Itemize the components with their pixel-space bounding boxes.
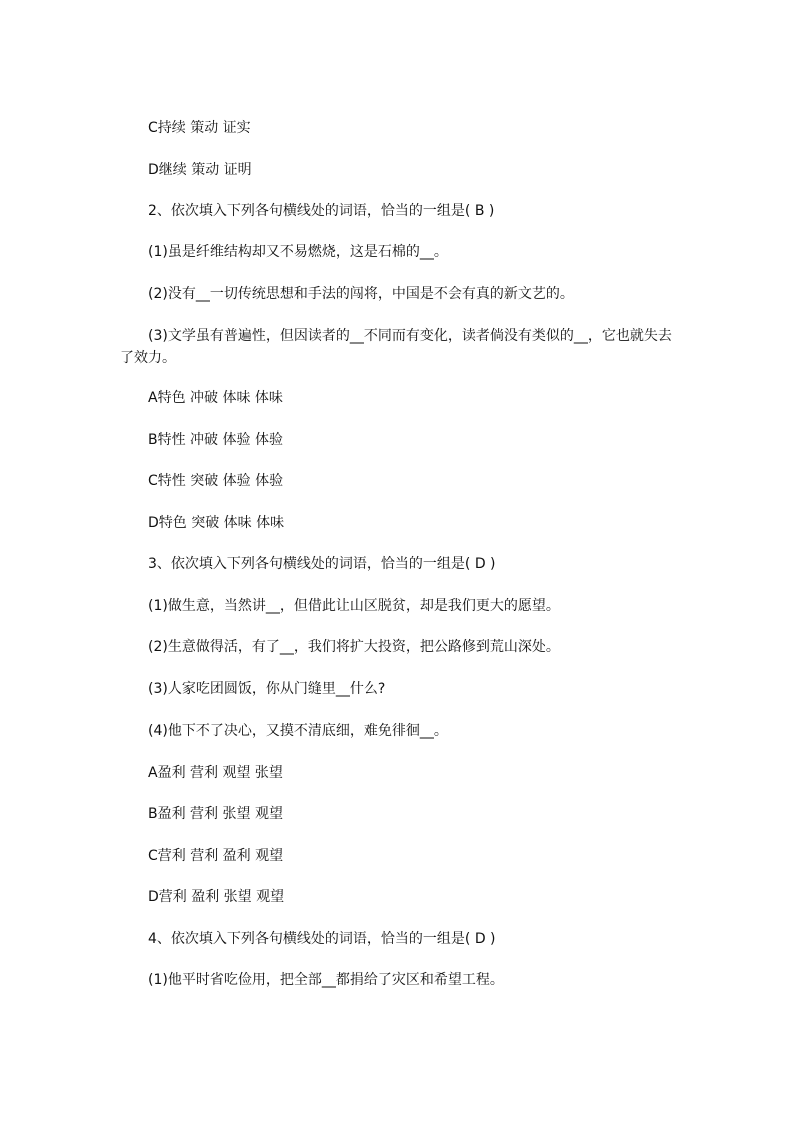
q3-sentence-2: (2)生意做得活，有了__，我们将扩大投资，把公路修到荒山深处。 <box>148 639 560 655</box>
question-4-title: 4、依次填入下列各句横线处的词语，恰当的一组是( D ) <box>148 931 496 947</box>
q3-sentence-1: (1)做生意，当然讲__，但借此让山区脱贫，却是我们更大的愿望。 <box>148 598 560 614</box>
q3-option-b: B盈利 营利 张望 观望 <box>148 806 283 822</box>
q2-option-d: D特色 突破 体味 体味 <box>148 515 285 531</box>
question-2-title: 2、依次填入下列各句横线处的词语，恰当的一组是( B ) <box>148 203 495 219</box>
q2-option-a: A特色 冲破 体味 体味 <box>148 390 283 406</box>
q3-option-c: C营利 营利 盈利 观望 <box>148 848 284 864</box>
q4-sentence-1: (1)他平时省吃俭用，把全部__都捐给了灾区和希望工程。 <box>148 972 504 988</box>
q2-sentence-1: (1)虽是纤维结构却又不易燃烧，这是石棉的__。 <box>148 244 448 260</box>
question-3-title: 3、依次填入下列各句横线处的词语，恰当的一组是( D ) <box>148 556 496 572</box>
option-d-line: D继续 策动 证明 <box>148 162 252 178</box>
q3-sentence-4: (4)他下不了决心，又摸不清底细，难免徘徊__。 <box>148 723 448 739</box>
q3-option-a: A盈利 营利 观望 张望 <box>148 765 283 781</box>
q2-sentence-3: (3)文学虽有普遍性，但因读者的__不同而有变化，读者倘没有类似的__，它也就失去了效力。 <box>120 328 672 366</box>
q2-option-b: B特性 冲破 体验 体验 <box>148 432 283 448</box>
q2-sentence-2: (2)没有__一切传统思想和手法的闯将，中国是不会有真的新文艺的。 <box>148 286 574 302</box>
q3-sentence-3: (3)人家吃团圆饭，你从门缝里__什么? <box>148 681 386 697</box>
q3-option-d: D营利 盈利 张望 观望 <box>148 889 285 905</box>
option-c-line: C持续 策动 证实 <box>148 120 251 136</box>
q2-option-c: C特性 突破 体验 体验 <box>148 473 284 489</box>
